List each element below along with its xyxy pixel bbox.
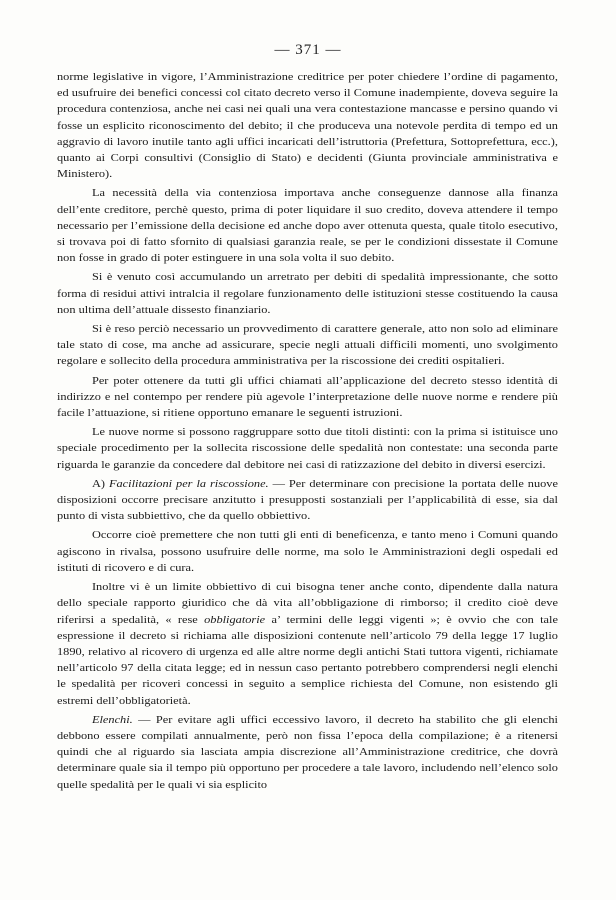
paragraph-1: norme legislative in vigore, l’Amministrazione creditrice per poter chiedere l’ordine di pagamento, ed usufruire dei benefici concessi col citato decreto verso il Comune inadempiente, doveva seguire la procedura contenziosa, anche nei casi nei quali una vera contestazione mancasse e persino quando vi fosse un esplicito riconoscimento del debito; il che produceva una notevole perdita di tempo ed un aggravio di lavoro inutile tanto agli uffici incaricati dell’istruttoria (Prefettura, Sottoprefettura, ecc.), quanto ai Corpi consultivi (Consiglio di Stato) e decidenti (Giunta provinciale amministrativa e Ministero). (57, 72, 558, 181)
obbligatorie-before: Inoltre vi è un limite obbiettivo di cui bisogna tener anche conto, dipendente dalla natura dello speciale rapporto giuridico che dà vita all’obbligazione di rimborso; il credito cioè deve riferirsi a spedalità, « rese (57, 582, 558, 626)
section-elenchi-title: Elenchi. (91, 714, 133, 726)
section-elenchi-paragraph (57, 713, 558, 794)
obbligatorie-after: a’ termini delle leggi vigenti »; è ovvio che con tale espressione il decreto si richiama alle disposizioni contenute nell’articolo 79 della legge 17 luglio 1890, relativo al ricovero di urgenza ed alle altre norme degli antichi Stati tuttora vigenti, richiamate nell’articolo 97 della citata legge; ed in nessun caso pertanto potrebbero comprendersi negli elenchi le spedalità per ricoveri concessi in seguito a semplice richiesta del Comune, non esistendo gli estremi dell’obbligatorietà. (57, 614, 558, 707)
obbligatorie-italic: obbligatorie (204, 614, 266, 626)
body-text (57, 70, 558, 797)
paragraph-2: La necessità della via contenziosa importava anche conseguenze dannose alla finanza dell’ente creditore, perchè questo, prima di poter liquidare il suo credito, doveva attendere il tempo necessario per l’emissione della decisione ed anche dopo aver ottenuta questa, quale titolo esecutivo, si trovava poi di fatto sfornito di qualsiasi garanzia reale, se per le condizioni dissestate il Comune non fosse in grado di poter estinguere in una sola volta il suo debito. (57, 188, 558, 265)
paragraph-4: Si è reso perciò necessario un provvedimento di carattere generale, atto non solo ad eliminare tale stato di cose, ma anche ad assicurare, specie negli attuali difficili momenti, uno svolgimento regolare e sollecito della procedura amministrativa per la riscossione dei crediti ospitalieri. (57, 324, 558, 368)
section-a-text: — Per determinare con precisione la portata delle nuove disposizioni occorre precisare anzitutto i presupposti sostanziali per l’applicabilità di esse, sia dal punto di vista subbiettivo, che da quello obbiettivo. (57, 478, 558, 523)
section-elenchi-text: — Per evitare agli uffici eccessivo lavoro, il decreto ha stabilito che gli elenchi debbono essere compilati annualmente, però non fissa l’epoca della compilazione; è a ritenersi quindi che al riguardo sia lasciata ampia discrezione all’Amministrazione creditrice, che dovrà determinare quale sia il tempo più opportuno per procedere a tale lavoro, includendo nell’elenco solo quelle spedalità per le quali vi sia esplicito (57, 714, 558, 791)
page-number: — 371 — (274, 42, 342, 58)
paragraph-3: Si è venuto così accumulando un arretrato per debiti di spedalità impressionante, che sotto forma di residui attivi intralcia il regolare funzionamento delle istituzioni stesse costituendo la causa non ultima dell’attuale dissesto finanziario. (57, 272, 558, 316)
section-a-paragraph (57, 477, 558, 526)
paragraph-6: Le nuove norme si possono raggruppare sotto due titoli distinti: con la prima si istituisce uno speciale procedimento per la sollecita riscossione delle spedalità non contestate: una seconda parte riguarda le garanzie da concedere dal debitore nei casi di ratizzazione del debito in diversi esercizi. (57, 427, 558, 471)
paragraph-7: Occorre cioè premettere che non tutti gli enti di beneficenza, e tanto meno i Comuni quando agiscono in rivalsa, possono usufruire delle norme, ma solo le Amministrazioni degli ospedali ed istituti di ricovero e di cura. (57, 530, 558, 574)
section-a-title: Facilitazioni per la riscossione. (108, 478, 269, 490)
paragraph-obbligatorie (57, 580, 558, 710)
section-a-label: A) (91, 478, 105, 490)
paragraph-5: Per poter ottenere da tutti gli uffici chiamati all’applicazione del decreto stesso identità di indirizzo e nel contempo per rendere più agevole l’interpretazione delle nuove norme e rendere più facile l’attuazione, si ritiene opportuno emanare le seguenti istruzioni. (57, 375, 558, 420)
